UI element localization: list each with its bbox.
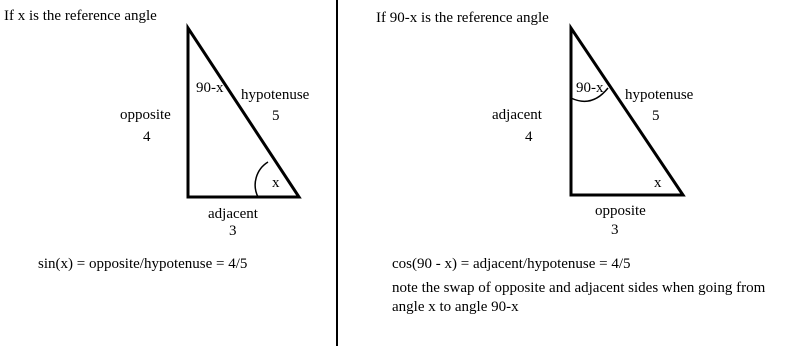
left-hypotenuse-value: 5 [272, 108, 280, 124]
left-vertical-side-label: opposite [120, 107, 171, 123]
right-hypotenuse-label: hypotenuse [625, 87, 694, 103]
right-note-line-1: note the swap of opposite and adjacent sides when going from [392, 280, 766, 296]
right-vertical-side-value: 4 [525, 129, 533, 145]
left-triangle [188, 28, 299, 197]
right-heading: If 90-x is the reference angle [376, 10, 549, 26]
left-vertical-side-value: 4 [143, 129, 151, 145]
right-horizontal-side-label: opposite [595, 203, 646, 219]
right-top-angle-label: 90-x [576, 80, 604, 96]
right-triangle [571, 28, 683, 195]
right-vertical-side-label: adjacent [492, 107, 542, 123]
left-hypotenuse-label: hypotenuse [241, 87, 310, 103]
left-horizontal-side-value: 3 [229, 223, 237, 239]
right-formula: cos(90 - x) = adjacent/hypotenuse = 4/5 [392, 256, 631, 272]
right-note-line-2: angle x to angle 90-x [392, 299, 519, 315]
left-horizontal-side-label: adjacent [208, 206, 258, 222]
left-formula: sin(x) = opposite/hypotenuse = 4/5 [38, 256, 248, 272]
left-top-angle-label: 90-x [196, 80, 224, 96]
right-horizontal-side-value: 3 [611, 222, 619, 238]
left-bottom-angle-label: x [272, 175, 280, 191]
left-angle-x-arc [255, 162, 268, 197]
left-heading: If x is the reference angle [4, 8, 157, 24]
right-bottom-angle-label: x [654, 175, 662, 191]
right-hypotenuse-value: 5 [652, 108, 660, 124]
